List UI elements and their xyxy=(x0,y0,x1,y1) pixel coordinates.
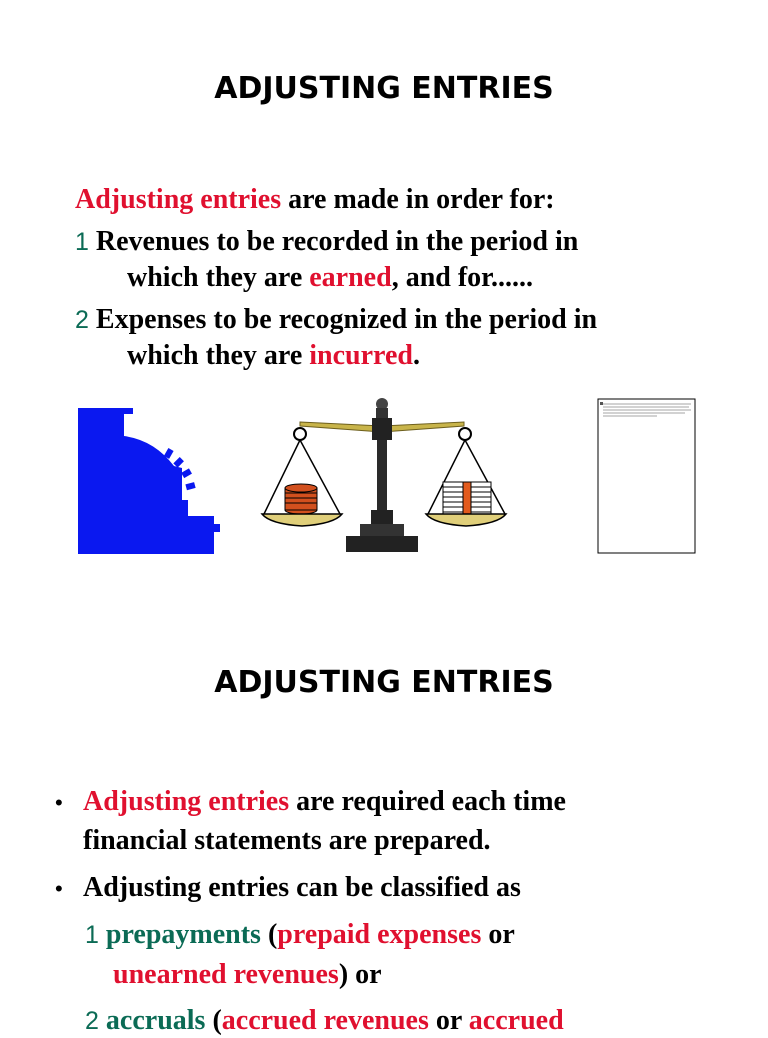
item2-line2 xyxy=(127,338,420,373)
c2-line1 xyxy=(85,1003,564,1038)
item2-text: Expenses to be recognized in the period in xyxy=(88,304,598,335)
c1-line2 xyxy=(113,957,382,992)
c2-type1: accrued revenues xyxy=(221,1005,429,1036)
item1-line2-a: which they are xyxy=(127,262,310,293)
item2-line1 xyxy=(75,302,597,337)
slide1-title: ADJUSTING ENTRIES xyxy=(214,71,554,106)
cash-register-icon xyxy=(76,406,236,556)
c1-open: ( xyxy=(260,919,278,950)
bullet-1: • xyxy=(55,790,63,815)
c2-open: ( xyxy=(205,1005,222,1036)
c1-or: or xyxy=(481,919,515,950)
c1-category: prepayments xyxy=(98,919,261,950)
c1-line1 xyxy=(85,917,515,952)
b1-line2: financial statements are prepared. xyxy=(83,825,491,856)
item2-line2-b: . xyxy=(412,340,420,371)
item2-line2-a: which they are xyxy=(127,340,310,371)
c1-type1: prepaid expenses xyxy=(277,919,482,950)
c2-or: or xyxy=(428,1005,469,1036)
c2-number: 2 xyxy=(85,1007,99,1035)
item1-line2-b: , and for...... xyxy=(391,262,534,293)
c1-close: ) or xyxy=(338,959,382,990)
balance-scale-icon xyxy=(258,396,510,558)
item1-line2 xyxy=(127,260,533,295)
b1-rest: are required each time xyxy=(289,786,566,817)
c1-number: 1 xyxy=(85,921,99,949)
item2-number: 2 xyxy=(75,306,89,334)
document-icon xyxy=(597,398,697,556)
b1-line1 xyxy=(83,784,566,819)
b1-highlight: Adjusting entries xyxy=(83,786,290,817)
b2-line: Adjusting entries can be classified as xyxy=(83,872,521,903)
item1-line1 xyxy=(75,224,578,259)
slide2-title: ADJUSTING ENTRIES xyxy=(214,665,554,700)
intro-rest: are made in order for: xyxy=(281,184,555,215)
bullet-2: • xyxy=(55,876,63,901)
intro-highlight: Adjusting entries xyxy=(75,184,282,215)
item2-highlight: incurred xyxy=(309,340,413,371)
item1-number: 1 xyxy=(75,228,89,256)
c2-type2: accrued xyxy=(468,1005,564,1036)
item1-highlight: earned xyxy=(309,262,392,293)
c1-type2: unearned revenues xyxy=(113,959,339,990)
c2-category: accruals xyxy=(98,1005,206,1036)
item1-text: Revenues to be recorded in the period in xyxy=(88,226,579,257)
slide1-intro xyxy=(75,182,555,217)
